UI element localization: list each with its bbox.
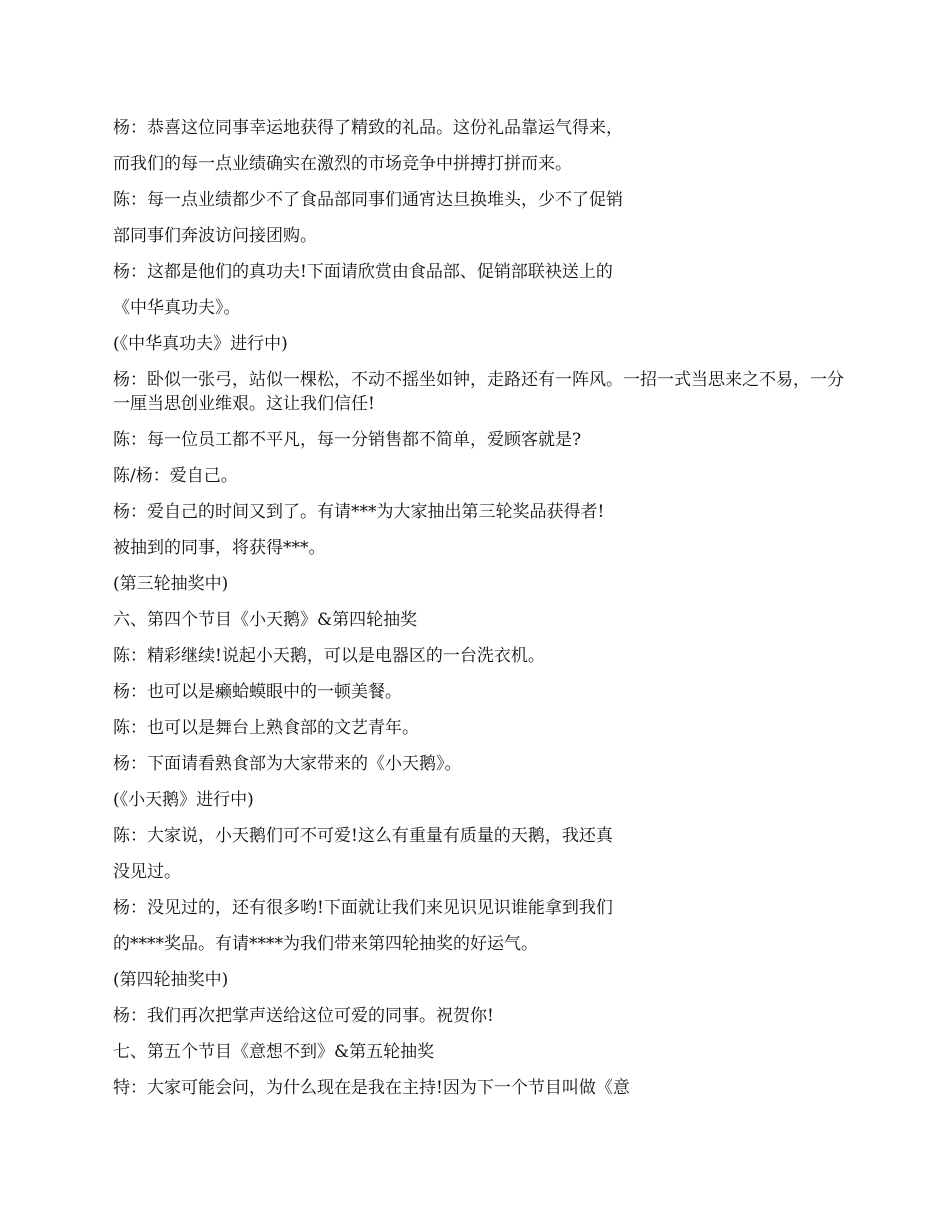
text-line: 陈：精彩继续!说起小天鹅，可以是电器区的一台洗衣机。 xyxy=(113,646,545,666)
text-line: 杨：这都是他们的真功夫!下面请欣赏由食品部、促销部联袂送上的 xyxy=(113,262,613,282)
text-line: (第三轮抽奖中) xyxy=(113,574,229,594)
text-line: 被抽到的同事，将获得***。 xyxy=(113,538,326,558)
text-line: 杨：恭喜这位同事幸运地获得了精致的礼品。这份礼品靠运气得来， xyxy=(113,118,623,138)
section-heading: 七、第五个节目《意想不到》&第五轮抽奖 xyxy=(113,1042,435,1062)
text-line: 杨：没见过的，还有很多哟!下面就让我们来见识见识谁能拿到我们 xyxy=(113,898,613,918)
text-line: 陈：每一点业绩都少不了食品部同事们通宵达旦换堆头，少不了促销 xyxy=(113,190,623,210)
text-line: 陈：也可以是舞台上熟食部的文艺青年。 xyxy=(113,718,419,738)
text-line: (《小天鹅》进行中) xyxy=(113,790,254,810)
text-line: 杨：爱自己的时间又到了。有请***为大家抽出第三轮奖品获得者! xyxy=(113,502,605,522)
text-paragraph: 杨：卧似一张弓，站似一棵松，不动不摇坐如钟，走路还有一阵风。一招一式当思来之不易，一分一厘当思创业维艰。这让我们信任! xyxy=(113,370,844,414)
text-line: 杨：下面请看熟食部为大家带来的《小天鹅》。 xyxy=(113,754,462,774)
text-line: 杨：也可以是癞蛤蟆眼中的一顿美餐。 xyxy=(113,682,402,702)
text-line: 的****奖品。有请****为我们带来第四轮抽奖的好运气。 xyxy=(113,934,538,954)
text-line: 陈：每一位员工都不平凡，每一分销售都不简单，爱顾客就是? xyxy=(113,430,582,450)
text-line: (《中华真功夫》进行中) xyxy=(113,334,288,354)
text-line: 《中华真功夫》。 xyxy=(113,298,241,318)
text-line: 而我们的每一点业绩确实在激烈的市场竞争中拼搏打拼而来。 xyxy=(113,154,572,174)
text-line: 陈/杨：爱自己。 xyxy=(113,466,238,486)
text-line: 特：大家可能会问，为什么现在是我在主持!因为下一个节目叫做《意 xyxy=(113,1078,630,1098)
text-line: 杨：我们再次把掌声送给这位可爱的同事。祝贺你! xyxy=(113,1006,494,1026)
section-heading: 六、第四个节目《小天鹅》&第四轮抽奖 xyxy=(113,610,418,630)
text-line: 陈：大家说，小天鹅们可不可爱!这么有重量有质量的天鹅，我还真 xyxy=(113,826,613,846)
text-line: (第四轮抽奖中) xyxy=(113,970,229,990)
text-line: 没见过。 xyxy=(113,862,181,882)
text-line: 部同事们奔波访问接团购。 xyxy=(113,226,317,246)
document-body xyxy=(113,110,848,1106)
